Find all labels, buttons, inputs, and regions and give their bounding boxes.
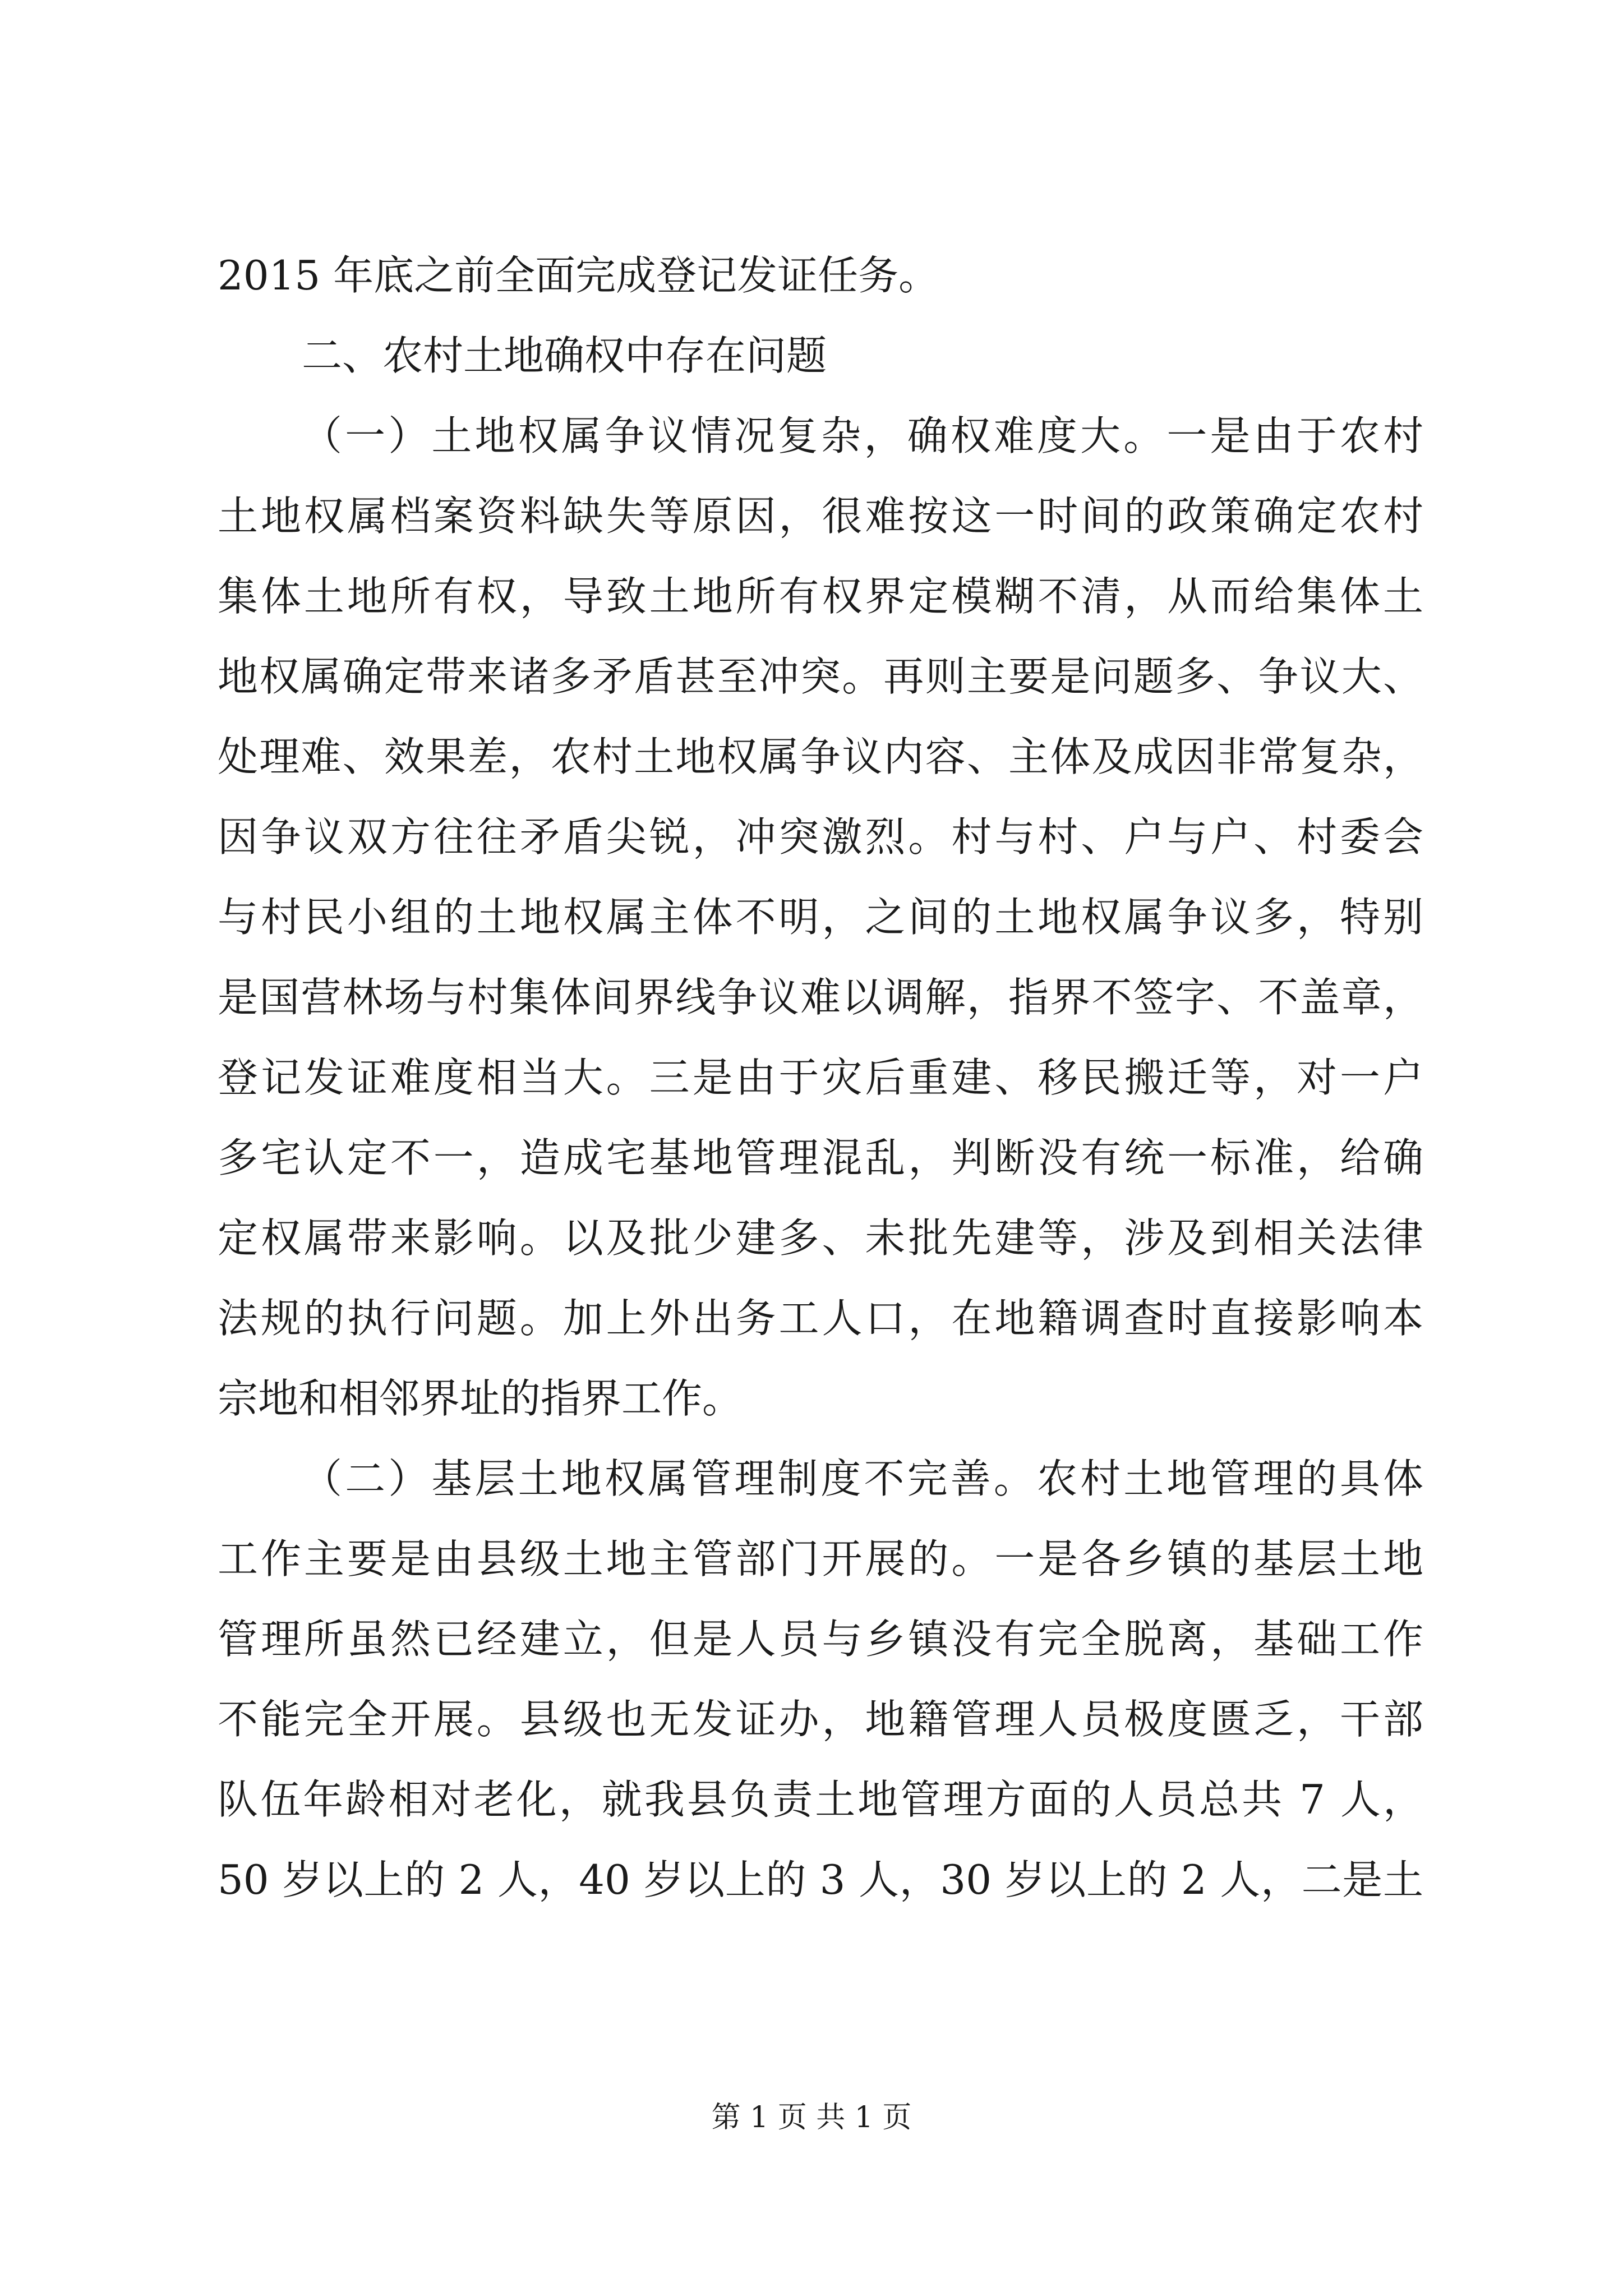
document-body — [218, 236, 1423, 1920]
paragraph-first-line: （一）土地权属争议情况复杂，确权难度大。一是由于农村 — [302, 412, 1423, 459]
text-line: 工作主要是由县级土地主管部门开展的。一是各乡镇的基层土地 — [218, 1535, 1423, 1582]
text-line: 宗地和相邻界址的指界工作。 — [218, 1375, 743, 1422]
text-line: 因争议双方往往矛盾尖锐，冲突激烈。村与村、户与户、村委会 — [218, 813, 1423, 861]
text-line: 集体土地所有权，导致土地所有权界定模糊不清，从而给集体土 — [218, 573, 1423, 620]
text-line: 与村民小组的土地权属主体不明，之间的土地权属争议多，特别 — [218, 894, 1423, 941]
text-line: 多宅认定不一，造成宅基地管理混乱，判断没有统一标准，给确 — [218, 1134, 1423, 1181]
text-line: 处理难、效果差，农村土地权属争议内容、主体及成因非常复杂， — [218, 733, 1423, 780]
text-line: 定权属带来影响。以及批少建多、未批先建等，涉及到相关法律 — [218, 1214, 1423, 1262]
section-heading: 二、农村土地确权中存在问题 — [302, 332, 827, 379]
text-line: 不能完全开展。县级也无发证办，地籍管理人员极度匮乏，干部 — [218, 1696, 1423, 1743]
page-number-footer: 第 1 页 共 1 页 — [711, 2101, 912, 2134]
text-line: 管理所虽然已经建立，但是人员与乡镇没有完全脱离，基础工作 — [218, 1616, 1423, 1663]
text-line: 队伍年龄相对老化，就我县负责土地管理方面的人员总共 7 人， — [218, 1776, 1423, 1823]
text-line: 土地权属档案资料缺失等原因，很难按这一时间的政策确定农村 — [218, 493, 1423, 540]
text-line: 是国营林场与村集体间界线争议难以调解，指界不签字、不盖章， — [218, 974, 1423, 1021]
text-line: 2015 年底之前全面完成登记发证任务。 — [218, 252, 939, 299]
text-line: 地权属确定带来诸多矛盾甚至冲突。再则主要是问题多、争议大、 — [218, 653, 1423, 700]
paragraph-first-line: （二）基层土地权属管理制度不完善。农村土地管理的具体 — [302, 1455, 1423, 1502]
text-line: 法规的执行问题。加上外出务工人口，在地籍调查时直接影响本 — [218, 1295, 1423, 1342]
text-line: 50 岁以上的 2 人，40 岁以上的 3 人，30 岁以上的 2 人，二是土 — [218, 1856, 1423, 1903]
text-line: 登记发证难度相当大。三是由于灾后重建、移民搬迁等，对一户 — [218, 1054, 1423, 1101]
